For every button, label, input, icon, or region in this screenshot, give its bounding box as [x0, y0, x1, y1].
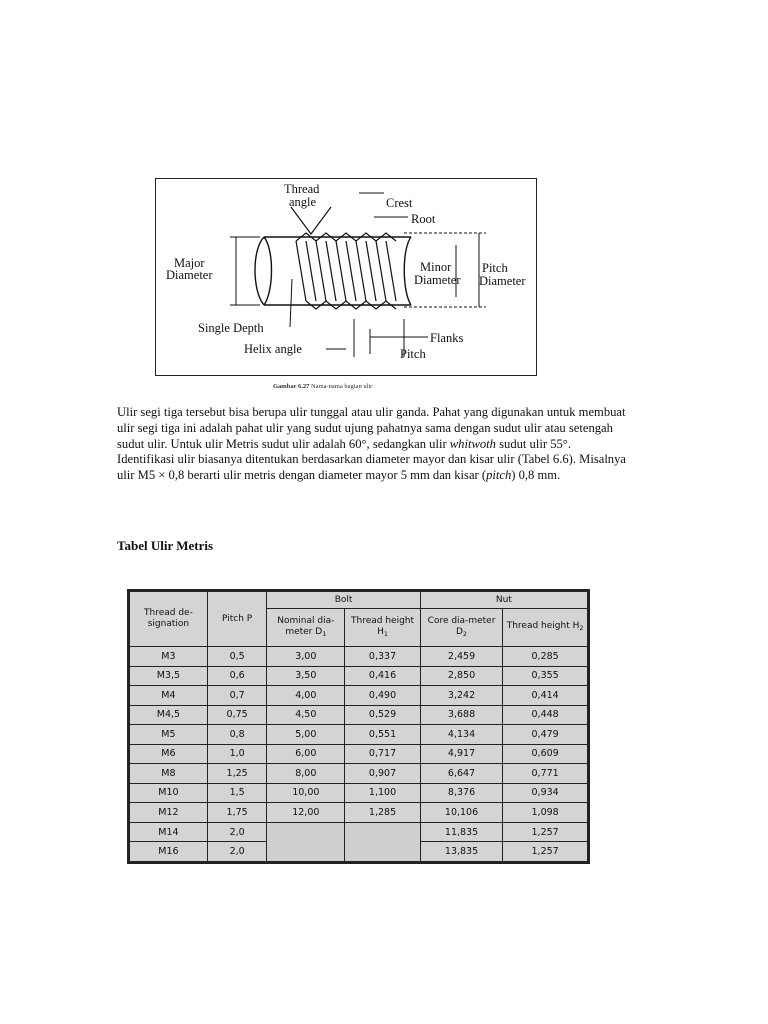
table-body [130, 647, 588, 862]
label-pitch-diameter-2: Diameter [479, 274, 526, 288]
header-thread-height-h2-text: Thread height H [506, 621, 580, 631]
cell-thread-height-h2: 1,098 [503, 803, 588, 823]
paragraph-part-3: ) 0,8 mm. [511, 468, 561, 483]
cell-nominal-diameter: 3,50 [267, 666, 345, 686]
cell-thread-height-h1: 0,717 [345, 744, 421, 764]
cell-core-diameter: 3,242 [420, 686, 502, 706]
cell-pitch: 0,5 [207, 647, 267, 667]
header-thread-height-h2 [503, 609, 588, 647]
cell-nominal-diameter-empty [267, 822, 345, 861]
cell-nominal-diameter: 4,00 [267, 686, 345, 706]
table-row [130, 725, 588, 745]
cell-core-diameter: 4,917 [420, 744, 502, 764]
cell-thread-height-h1: 0,490 [345, 686, 421, 706]
cell-designation: M6 [130, 744, 208, 764]
cell-designation: M8 [130, 764, 208, 784]
cell-designation: M16 [130, 842, 208, 862]
cell-nominal-diameter: 3,00 [267, 647, 345, 667]
label-pitch-diameter-1: Pitch [482, 261, 508, 275]
cell-thread-height-h1: 0,529 [345, 705, 421, 725]
table-row [130, 705, 588, 725]
cell-nominal-diameter: 5,00 [267, 725, 345, 745]
cell-pitch: 0,6 [207, 666, 267, 686]
cell-thread-height-h1: 1,285 [345, 803, 421, 823]
cell-thread-height-h2: 0,479 [503, 725, 588, 745]
header-nominal-diameter-text: Nominal dia-meter D [277, 615, 335, 637]
cell-core-diameter: 2,459 [420, 647, 502, 667]
cell-nominal-diameter: 4,50 [267, 705, 345, 725]
cell-nominal-diameter: 8,00 [267, 764, 345, 784]
thread-diagram-svg [156, 179, 536, 375]
cell-thread-height-h2: 0,285 [503, 647, 588, 667]
cell-thread-height-h2: 0,414 [503, 686, 588, 706]
cell-nominal-diameter: 12,00 [267, 803, 345, 823]
header-thread-height-h1-text: Thread height H [351, 615, 415, 637]
cell-thread-height-h2: 1,257 [503, 822, 588, 842]
cell-thread-height-h2: 1,257 [503, 842, 588, 862]
table-row [130, 666, 588, 686]
header-core-diameter-text: Core dia-meter D [427, 615, 496, 637]
cell-thread-height-h1-empty [345, 822, 421, 861]
cell-pitch: 0,75 [207, 705, 267, 725]
cell-core-diameter: 6,647 [420, 764, 502, 784]
header-group-bolt: Bolt [267, 592, 420, 609]
table-row [130, 647, 588, 667]
label-single-depth: Single Depth [198, 321, 264, 335]
header-thread-height-h1-sub: 1 [383, 629, 388, 638]
header-thread-height-h1 [345, 609, 421, 647]
label-flanks: Flanks [430, 331, 464, 345]
cell-nominal-diameter: 10,00 [267, 783, 345, 803]
metric-thread-table-grid [129, 591, 588, 862]
label-major-1: Major [174, 256, 205, 270]
header-group-nut: Nut [420, 592, 587, 609]
cell-pitch: 2,0 [207, 822, 267, 842]
cell-pitch: 1,25 [207, 764, 267, 784]
cell-core-diameter: 13,835 [420, 842, 502, 862]
cell-core-diameter: 2,850 [420, 666, 502, 686]
figure-caption-number: Gambar 6.27 [273, 383, 310, 390]
figure-caption [273, 383, 372, 390]
cell-designation: M3 [130, 647, 208, 667]
cell-thread-height-h2: 0,609 [503, 744, 588, 764]
cell-core-diameter: 10,106 [420, 803, 502, 823]
header-core-diameter [420, 609, 502, 647]
label-helix-angle: Helix angle [244, 342, 302, 356]
label-angle: angle [289, 195, 317, 209]
label-minor-1: Minor [420, 260, 452, 274]
header-designation: Thread de-signation [130, 592, 208, 647]
paragraph-part-1: Ulir segi tiga tersebut bisa berupa ulir tunggal atau ulir ganda. Pahat yang digunakan untuk membuat ulir segi tiga ini adalah pahat ulir yang sudut ujung pahatnya sama dengan sudut ulir atau setengah sudut ulir. Untuk ulir Metris sudut ulir adalah 60°, sedangkan ulir [117, 405, 626, 451]
metric-thread-table [127, 589, 590, 864]
cell-thread-height-h1: 0,416 [345, 666, 421, 686]
cell-pitch: 2,0 [207, 842, 267, 862]
header-pitch: Pitch P [207, 592, 267, 647]
label-minor-2: Diameter [414, 273, 461, 287]
table-row [130, 764, 588, 784]
table-row [130, 783, 588, 803]
cell-nominal-diameter: 6,00 [267, 744, 345, 764]
header-nominal-diameter-sub: 1 [322, 629, 327, 638]
label-pitch: Pitch [400, 347, 426, 361]
cell-designation: M14 [130, 822, 208, 842]
cell-core-diameter: 8,376 [420, 783, 502, 803]
label-thread: Thread [284, 182, 320, 196]
header-thread-height-h2-sub: 2 [579, 624, 584, 632]
cell-designation: M12 [130, 803, 208, 823]
cell-pitch: 1,5 [207, 783, 267, 803]
label-crest: Crest [386, 196, 413, 210]
thread-helix [296, 233, 396, 309]
cell-pitch: 0,7 [207, 686, 267, 706]
cell-thread-height-h2: 0,771 [503, 764, 588, 784]
cell-core-diameter: 4,134 [420, 725, 502, 745]
paragraph-italic-pitch: pitch [486, 468, 512, 483]
cell-designation: M10 [130, 783, 208, 803]
cell-core-diameter: 3,688 [420, 705, 502, 725]
cell-pitch: 1,75 [207, 803, 267, 823]
paragraph-part-2: sudut ulir 55°. Identifikasi ulir biasanya ditentukan berdasarkan diameter mayor dan kisar ulir (Tabel 6.6). Misalnya ulir M5 × 0,8 berarti ulir metris dengan diameter mayor 5 mm dan kisar ( [117, 436, 626, 483]
cell-thread-height-h1: 0,907 [345, 764, 421, 784]
table-row [130, 744, 588, 764]
cell-pitch: 1,0 [207, 744, 267, 764]
cell-thread-height-h2: 0,448 [503, 705, 588, 725]
table-row [130, 686, 588, 706]
label-root: Root [411, 212, 436, 226]
cell-pitch: 0,8 [207, 725, 267, 745]
table-row [130, 822, 588, 842]
cell-thread-height-h1: 0,337 [345, 647, 421, 667]
thread-diagram [155, 178, 537, 376]
table-row [130, 803, 588, 823]
header-nominal-diameter [267, 609, 345, 647]
paragraph-italic-whitwoth: whitwoth [449, 436, 496, 451]
figure-caption-text: Nama-nama bagian ulir [309, 383, 373, 390]
cell-designation: M4,5 [130, 705, 208, 725]
cell-thread-height-h1: 0,551 [345, 725, 421, 745]
body-paragraph [117, 405, 627, 484]
cell-designation: M3,5 [130, 666, 208, 686]
cell-designation: M4 [130, 686, 208, 706]
section-title: Tabel Ulir Metris [117, 538, 214, 553]
label-major-2: Diameter [166, 268, 213, 282]
cell-thread-height-h2: 0,355 [503, 666, 588, 686]
cell-designation: M5 [130, 725, 208, 745]
cell-thread-height-h1: 1,100 [345, 783, 421, 803]
cell-core-diameter: 11,835 [420, 822, 502, 842]
header-core-diameter-sub: 2 [462, 629, 468, 638]
thread-angle-mark [291, 207, 331, 234]
cell-thread-height-h2: 0,934 [503, 783, 588, 803]
